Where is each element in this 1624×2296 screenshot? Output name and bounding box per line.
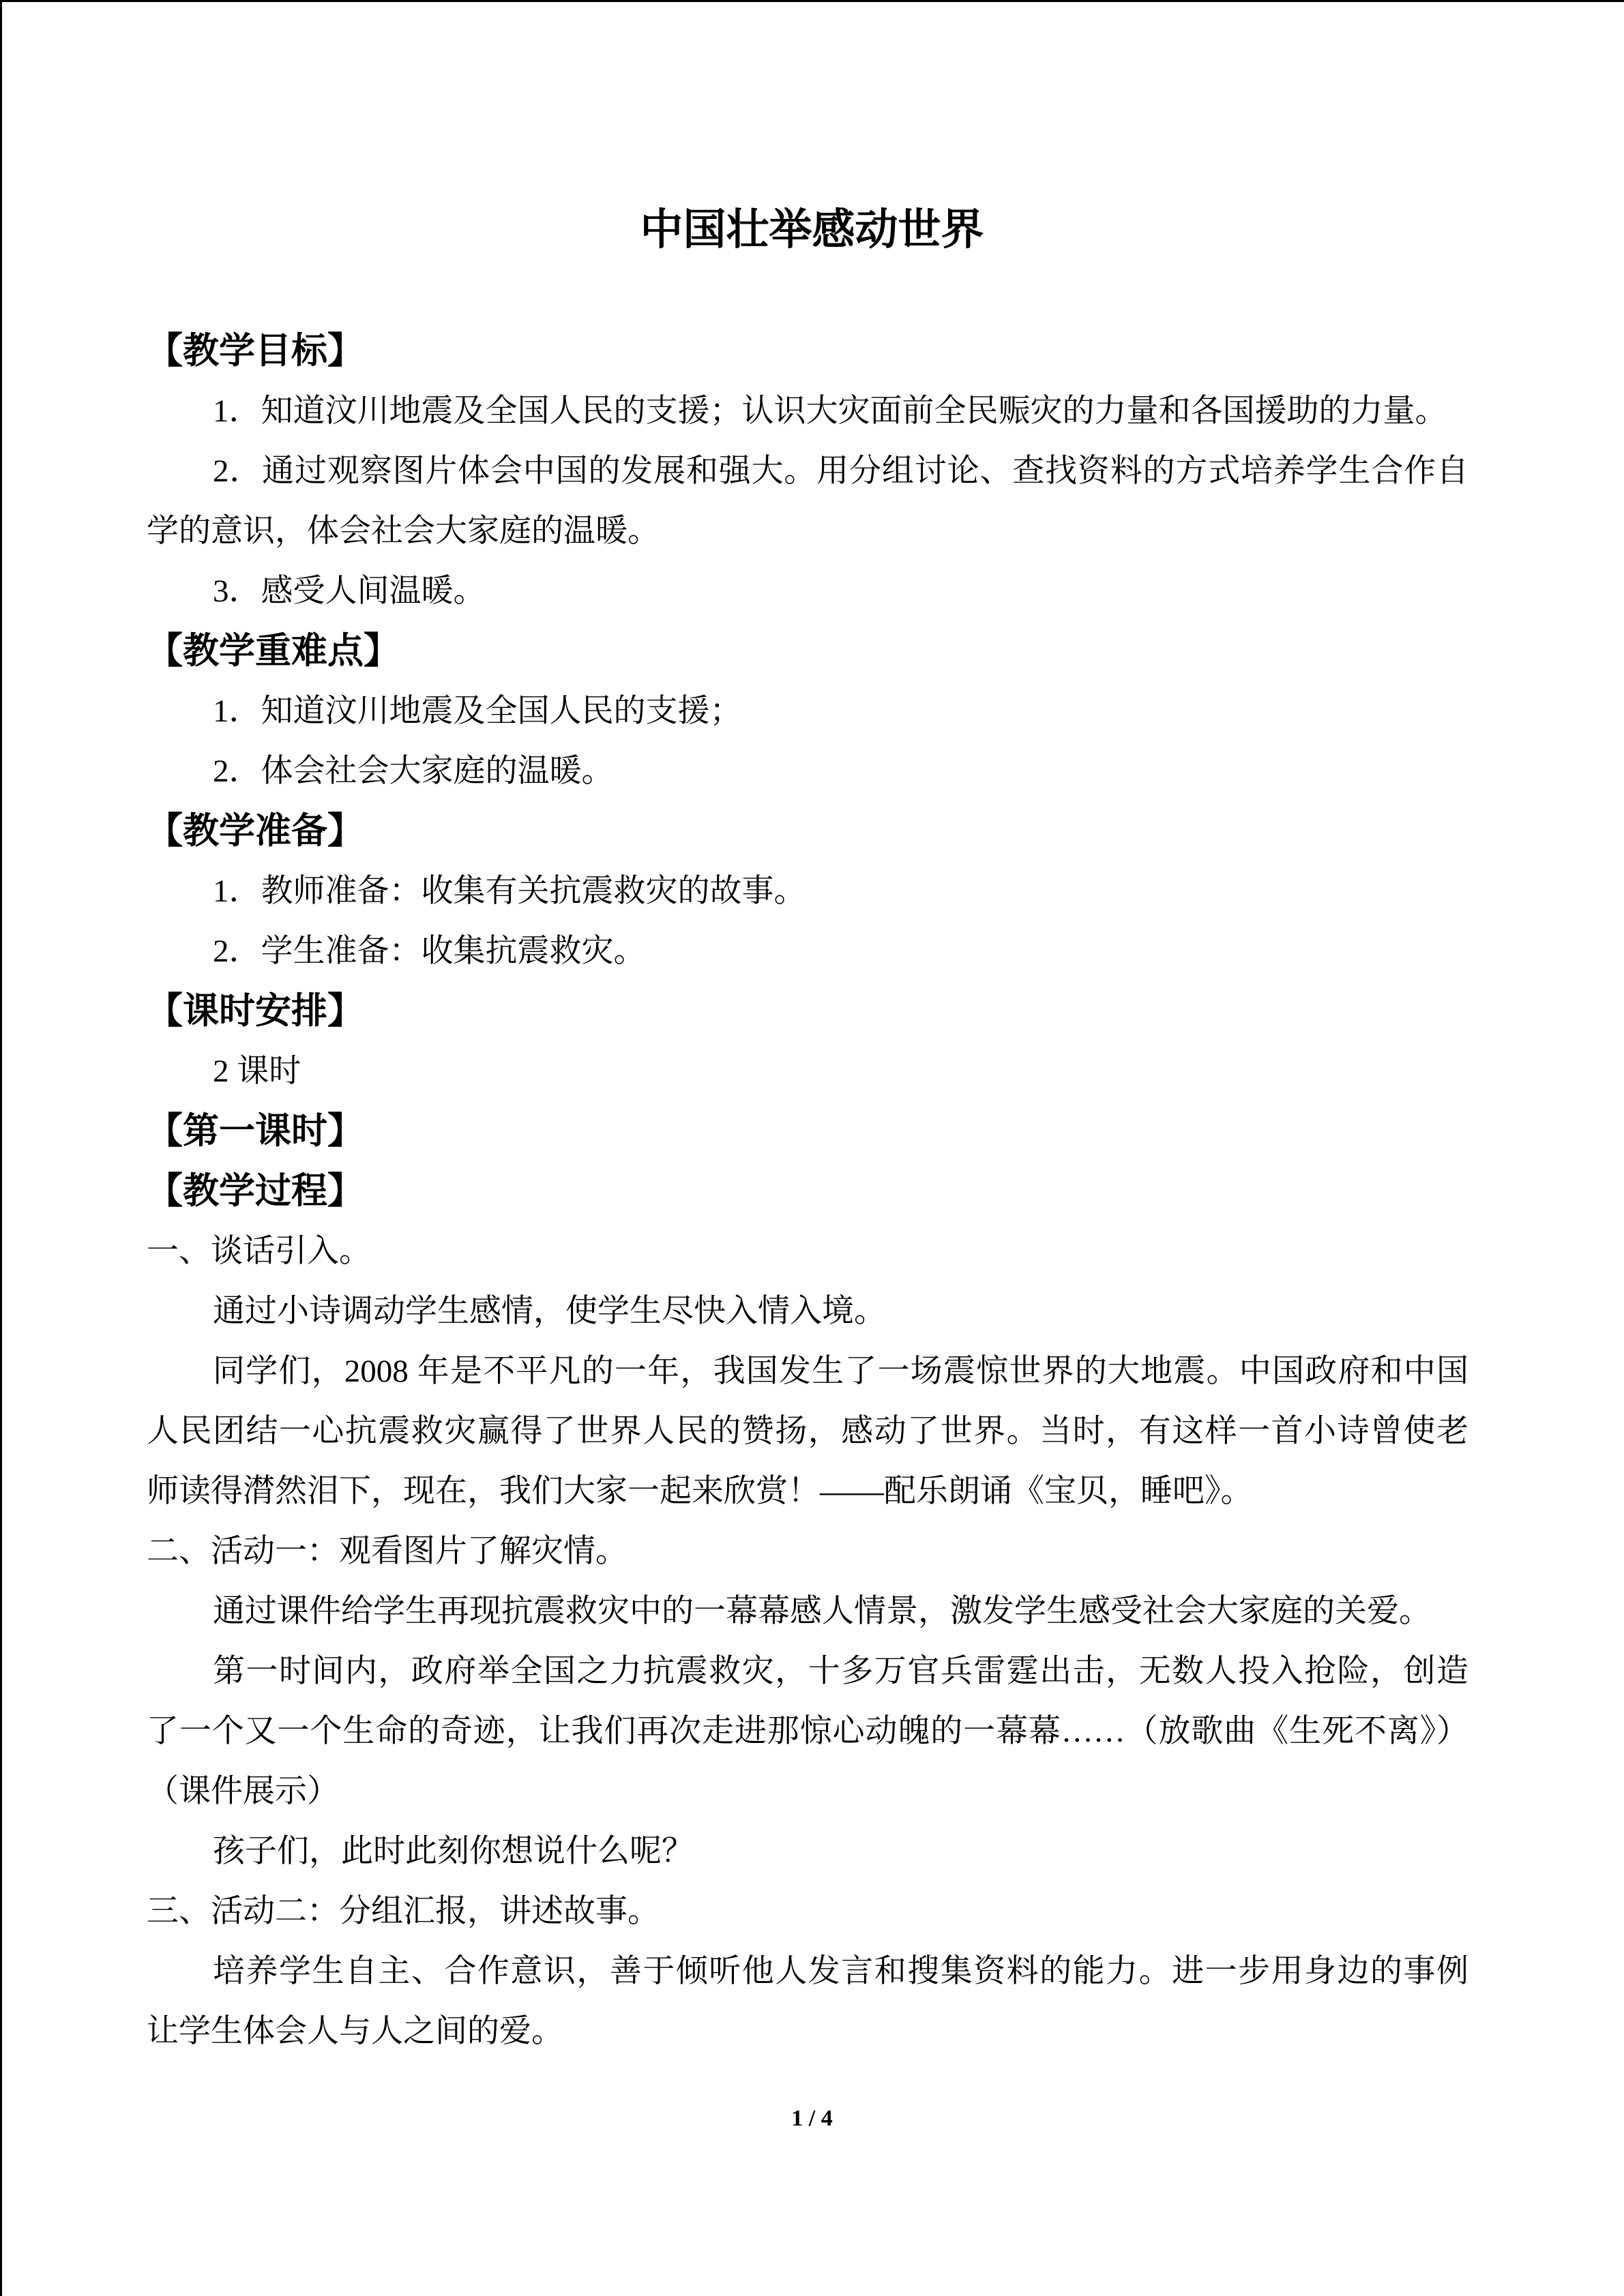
schedule-text: 2 课时 xyxy=(213,1054,301,1089)
key-point-item-2: 2．体会社会大家庭的温暖。 xyxy=(213,754,614,789)
step-1-title: 一、谈话引入。 xyxy=(147,1234,371,1269)
heading-teaching-process: 【教学过程】 xyxy=(147,1171,364,1211)
step-3-paragraph-1-line-1: 培养学生自主、合作意识，善于倾听他人发言和搜集资料的能力。进一步用身边的事例 xyxy=(213,1954,1468,1989)
step-2-paragraph-2-line-1: 第一时间内，政府举全国之力抗震救灾，十多万官兵雷霆出击，无数人投入抢险，创造 xyxy=(213,1654,1468,1689)
heading-lesson-one: 【第一课时】 xyxy=(147,1111,364,1151)
step-2-title: 二、活动一：观看图片了解灾情。 xyxy=(147,1534,628,1569)
objective-item-3: 3．感受人间温暖。 xyxy=(213,573,486,609)
step-1-paragraph-2-line-3: 师读得潸然泪下，现在，我们大家一起来欣赏！——配乐朗诵《宝贝，睡吧》。 xyxy=(147,1474,1253,1509)
key-point-item-1: 1．知道汶川地震及全国人民的支援； xyxy=(213,694,742,729)
objective-item-2-line-1: 2．通过观察图片体会中国的发展和强大。用分组讨论、查找资料的方式培养学生合作自 xyxy=(213,453,1468,489)
page-border-left xyxy=(0,0,2,2296)
heading-schedule: 【课时安排】 xyxy=(147,991,364,1031)
preparation-item-2: 2．学生准备：收集抗震救灾。 xyxy=(213,934,646,969)
heading-teaching-objectives: 【教学目标】 xyxy=(147,331,364,371)
step-1-paragraph-2-line-1: 同学们，2008 年是不平凡的一年，我国发生了一场震惊世界的大地震。中国政府和中国 xyxy=(213,1354,1468,1389)
step-2-paragraph-1: 通过课件给学生再现抗震救灾中的一幕幕感人情景，激发学生感受社会大家庭的关爱。 xyxy=(213,1594,1431,1629)
preparation-item-1: 1．教师准备：收集有关抗震救灾的故事。 xyxy=(213,874,806,909)
step-3-title: 三、活动二：分组汇报，讲述故事。 xyxy=(147,1894,660,1929)
page-number: 1 / 4 xyxy=(791,2106,833,2131)
step-2-paragraph-3: 孩子们，此时此刻你想说什么呢？ xyxy=(213,1834,694,1869)
objective-item-1: 1．知道汶川地震及全国人民的支援；认识大灾面前全民赈灾的力量和各国援助的力量。 xyxy=(213,393,1447,429)
step-2-paragraph-2-line-3: （课件展示） xyxy=(147,1774,339,1809)
step-1-paragraph-2-line-2: 人民团结一心抗震救灾赢得了世界人民的赞扬，感动了世界。当时，有这样一首小诗曾使老 xyxy=(147,1414,1468,1449)
step-3-paragraph-1-line-2: 让学生体会人与人之间的爱。 xyxy=(147,2014,563,2049)
objective-item-2-line-2: 学的意识，体会社会大家庭的温暖。 xyxy=(147,513,660,549)
page-title: 中国壮举感动世界 xyxy=(640,206,984,254)
step-2-paragraph-2-line-2: 了一个又一个生命的奇迹，让我们再次走进那惊心动魄的一幕幕……（放歌曲《生死不离》） xyxy=(147,1714,1468,1749)
heading-preparation: 【教学准备】 xyxy=(147,811,364,851)
heading-key-points: 【教学重难点】 xyxy=(147,631,400,671)
step-1-paragraph-1: 通过小诗调动学生感情，使学生尽快入情入境。 xyxy=(213,1294,886,1329)
document-body xyxy=(147,321,1468,2061)
page-border-top xyxy=(0,0,1624,2)
